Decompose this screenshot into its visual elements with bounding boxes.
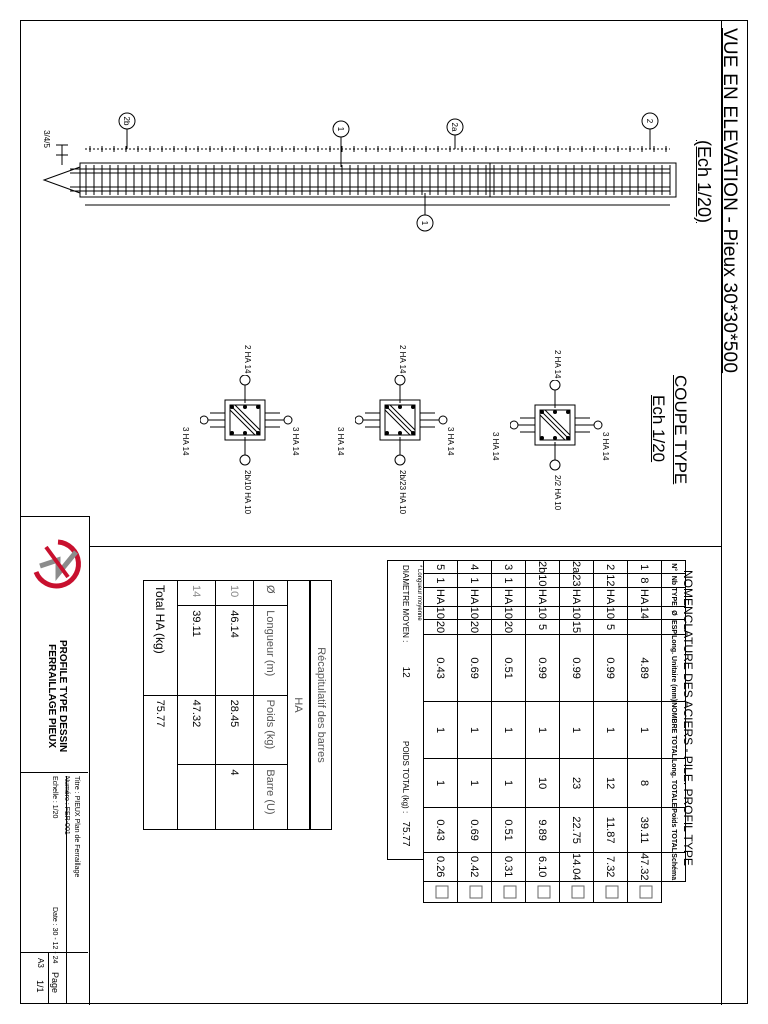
nomenclature-header: TYPE — [662, 587, 686, 606]
cartouche-divider — [89, 516, 90, 1005]
nomenclature-cell: 1 — [424, 702, 458, 759]
nomenclature-block — [387, 560, 686, 881]
nomenclature-cell: 1 — [492, 758, 526, 807]
company-logo — [28, 522, 88, 602]
section-scale: Ech 1/20 — [649, 395, 668, 463]
nomenclature-header: N° — [662, 561, 686, 574]
nomenclature-cell: 3 — [492, 561, 526, 574]
nomenclature-cell: 2b — [526, 561, 560, 574]
nomenclature-cell: 1 — [458, 702, 492, 759]
recap-header: Poids (kg) — [254, 695, 288, 765]
schema-icon — [568, 882, 588, 902]
nomenclature-cell: 10 — [526, 606, 560, 619]
schema-icon — [466, 882, 486, 902]
bottom-divider — [21, 516, 89, 517]
section-title: COUPE TYPE — [671, 375, 690, 485]
nomenclature-cell: 1 — [458, 758, 492, 807]
schema-icon — [432, 882, 452, 902]
elevation-scale: (Ech 1/20) — [694, 140, 714, 224]
recap-cell: 46.14 — [216, 606, 254, 695]
section-right-label: 3 HA 14 — [446, 427, 455, 456]
nomenclature-cell: 10 — [560, 606, 594, 619]
cartouche-h1 — [20, 772, 88, 773]
numero-block — [63, 776, 70, 835]
nomenclature-cell: 2a — [560, 561, 594, 574]
schema-icon — [534, 882, 554, 902]
nomenclature-cell: 14 — [628, 606, 662, 619]
nomenclature-cell: 20 — [492, 620, 526, 635]
nomenclature-cell: 10 — [594, 606, 628, 619]
format-block — [36, 958, 45, 968]
nomenclature-cell: 1 — [424, 574, 458, 587]
nomenclature-cell: 12 — [594, 574, 628, 587]
titre-block — [73, 776, 80, 877]
nomenclature-cell — [628, 620, 662, 635]
schema-icon — [636, 882, 656, 902]
nomenclature-row — [594, 561, 628, 903]
nomenclature-cell: 14.04 — [560, 852, 594, 881]
recap-cell — [178, 765, 216, 830]
nomenclature-cell: 0.99 — [526, 635, 560, 702]
nomenclature-header: NOMBRE TOTAL — [662, 702, 686, 759]
schema-cell — [492, 881, 526, 902]
recap-title: Récapitulatif des barres — [310, 580, 332, 830]
page-number: 1/1 — [35, 980, 45, 993]
nomenclature-cell: 0.51 — [492, 808, 526, 853]
project-title-line1: PROFILE TYPE DESSIN — [57, 640, 68, 753]
callout-1-top: 1 — [336, 126, 345, 132]
date-text: Date : 30 - 12 - 24 — [51, 907, 58, 964]
nomenclature-cell: 1 — [628, 702, 662, 759]
recap-cell: 39.11 — [178, 606, 216, 695]
section-left-label: 3 HA 14 — [181, 427, 190, 456]
section-title-block — [670, 375, 690, 484]
nomenclature-cell: 6.10 — [526, 852, 560, 881]
section-top-label: 2 HA 14 — [398, 345, 407, 374]
nomenclature-cell: 5 — [424, 561, 458, 574]
recap-cell: 47.32 — [178, 695, 216, 765]
nomenclature-cell: 0.26 — [424, 852, 458, 881]
nomenclature-header: Nb — [662, 574, 686, 587]
recap-total-label: Total HA (kg) — [144, 581, 178, 696]
cross-section-3 — [181, 345, 310, 515]
page-label-block — [50, 972, 60, 993]
recap-table — [143, 580, 310, 830]
nomenclature-cell: 15 — [560, 620, 594, 635]
section-bottom-label: 2b/10 HA 10 — [243, 470, 252, 515]
schema-cell — [526, 881, 560, 902]
nomenclature-cell: 0.99 — [560, 635, 594, 702]
nomenclature-cell: 9.89 — [526, 808, 560, 853]
nomenclature-cell: 20 — [424, 620, 458, 635]
nomenclature-cell: HA — [526, 587, 560, 606]
callout-345: 3/4/5 — [42, 130, 51, 148]
nomenclature-cell: 0.31 — [492, 852, 526, 881]
schema-cell — [424, 881, 458, 902]
nomenclature-cell: 39.11 — [628, 808, 662, 853]
nomenclature-cell: 2 — [594, 561, 628, 574]
schema-icon — [602, 882, 622, 902]
diameter-label: DIAMETRE MOYEN : — [401, 565, 410, 643]
nomenclature-cell: 0.43 — [424, 808, 458, 853]
nomenclature-cell: 10 — [526, 574, 560, 587]
nomenclature-row — [492, 561, 526, 903]
nomenclature-row — [560, 561, 594, 903]
callout-1-bottom: 1 — [420, 220, 429, 226]
nomenclature-row — [628, 561, 662, 903]
nomenclature-cell: 0.99 — [594, 635, 628, 702]
numero-text: Numéro : FER-001 — [63, 776, 70, 835]
format-text: A3 — [36, 958, 45, 968]
diameter-value: 12 — [400, 666, 411, 678]
section-right-label: 3 HA 14 — [601, 432, 610, 461]
nomenclature-note: * Longueur moyenne — [416, 565, 422, 621]
nomenclature-cell: 0.43 — [424, 635, 458, 702]
recap-total-value: 75.77 — [144, 695, 178, 829]
section-top-label: 2 HA 14 — [553, 350, 562, 379]
nomenclature-cell: 10 — [424, 606, 458, 619]
recap-header: Barre (U) — [254, 765, 288, 830]
nomenclature-cell: 4 — [458, 561, 492, 574]
nomenclature-cell: 1 — [424, 758, 458, 807]
nomenclature-cell: 1 — [458, 574, 492, 587]
schema-cell — [458, 881, 492, 902]
callout-2: 2 — [645, 118, 654, 124]
echelle-text: Echelle : 1/20 — [51, 776, 58, 819]
nomenclature-cell: HA — [424, 587, 458, 606]
elevation-title-block — [718, 28, 740, 373]
nomenclature-cell: 20 — [458, 620, 492, 635]
schema-cell — [628, 881, 662, 902]
nomenclature-cell: HA — [628, 587, 662, 606]
nomenclature-cell: 10 — [458, 606, 492, 619]
recap-header: Ø — [254, 581, 288, 606]
nomenclature-cell: HA — [594, 587, 628, 606]
section-left-label: 3 HA 14 — [336, 427, 345, 456]
section-bottom-label: 2b/23 HA 10 — [398, 470, 407, 515]
project-title-line2: FERRAILLAGE PIEUX — [46, 644, 57, 749]
nomenclature-cell: 12 — [594, 758, 628, 807]
page-number-block — [35, 980, 45, 993]
nomenclature-cell: 10 — [492, 606, 526, 619]
recap-cell: 28.45 — [216, 695, 254, 765]
cross-section-2 — [336, 345, 465, 515]
nomenclature-cell: 5 — [594, 620, 628, 635]
project-title-block — [46, 640, 68, 752]
recap-cell: 14 — [178, 581, 216, 606]
schema-icon — [500, 882, 520, 902]
nomenclature-cell: 5 — [526, 620, 560, 635]
section-right-label: 3 HA 14 — [291, 427, 300, 456]
nomenclature-header: Ø — [662, 606, 686, 619]
nomenclature-cell: 0.51 — [492, 635, 526, 702]
schema-cell — [560, 881, 594, 902]
echelle-block — [51, 776, 58, 818]
recap-group: HA — [288, 581, 310, 830]
nomenclature-cell: 7.32 — [594, 852, 628, 881]
nomenclature-cell: 8 — [628, 758, 662, 807]
elevation-title: VUE EN ELEVATION - Pieux 30*30*500 — [719, 28, 740, 374]
nomenclature-header: Schéma — [662, 852, 686, 881]
section-bottom-label: 2/2 HA 10 — [553, 475, 562, 511]
nomenclature-cell: 4.89 — [628, 635, 662, 702]
nomenclature-title: NOMENCLATURE DES ACIERS - PILE. PROFIL TYPE — [681, 570, 695, 866]
nomenclature-cell: 1 — [628, 561, 662, 574]
titre-text: Titre : PIEUX Plan de Ferraillage — [73, 776, 80, 878]
date-block — [51, 907, 58, 963]
schema-cell — [594, 881, 628, 902]
section-scale-block — [648, 395, 668, 462]
nomenclature-header: ESP — [662, 620, 686, 635]
nomenclature-header: Long. TOTALE — [662, 758, 686, 807]
nomenclature-cell: 23 — [560, 758, 594, 807]
nomenclature-cell: 0.69 — [458, 808, 492, 853]
nomenclature-cell: 22.75 — [560, 808, 594, 853]
nomenclature-header: Poids TOTAL — [662, 808, 686, 853]
nomenclature-cell: 11.87 — [594, 808, 628, 853]
elevation-divider — [89, 546, 721, 547]
nomenclature-cell: 23 — [560, 574, 594, 587]
callout-2a: 2a — [450, 122, 459, 132]
elevation-scale-block — [693, 140, 714, 223]
pile-elevation-drawing — [30, 105, 690, 240]
recap-block — [143, 580, 332, 830]
nomenclature-cell: 0.42 — [458, 852, 492, 881]
cartouche-v2 — [48, 952, 49, 1004]
nomenclature-cell: 47.32 — [628, 852, 662, 881]
nomenclature-cell: HA — [458, 587, 492, 606]
nomenclature-row — [424, 561, 458, 903]
nomenclature-cell: 1 — [492, 574, 526, 587]
page-label: Page — [50, 972, 60, 994]
section-top-label: 2 HA 14 — [243, 345, 252, 374]
callout-2b: 2b — [122, 116, 131, 126]
nomenclature-row — [458, 561, 492, 903]
nomenclature-cell: 1 — [560, 702, 594, 759]
nomenclature-cell: 0.69 — [458, 635, 492, 702]
recap-header: Longueur (m) — [254, 606, 288, 695]
nomenclature-row — [526, 561, 560, 903]
nomenclature-cell: HA — [492, 587, 526, 606]
nomenclature-cell: 1 — [526, 702, 560, 759]
nomenclature-cell: HA — [560, 587, 594, 606]
nomenclature-header: Long. Unitaire (mm) — [662, 635, 686, 702]
nomenclature-cell: 1 — [492, 702, 526, 759]
recap-cell: 10 — [216, 581, 254, 606]
total-weight-label: POIDS TOTAL (kg) : — [401, 741, 410, 814]
nomenclature-cell: 10 — [526, 758, 560, 807]
section-left-label: 3 HA 14 — [491, 432, 500, 461]
nomenclature-table — [423, 560, 686, 903]
total-weight-value: 75.77 — [400, 821, 411, 847]
nomenclature-cell: 1 — [594, 702, 628, 759]
recap-cell: 4 — [216, 765, 254, 830]
nomenclature-cell: 8 — [628, 574, 662, 587]
cross-section-1 — [491, 350, 620, 511]
